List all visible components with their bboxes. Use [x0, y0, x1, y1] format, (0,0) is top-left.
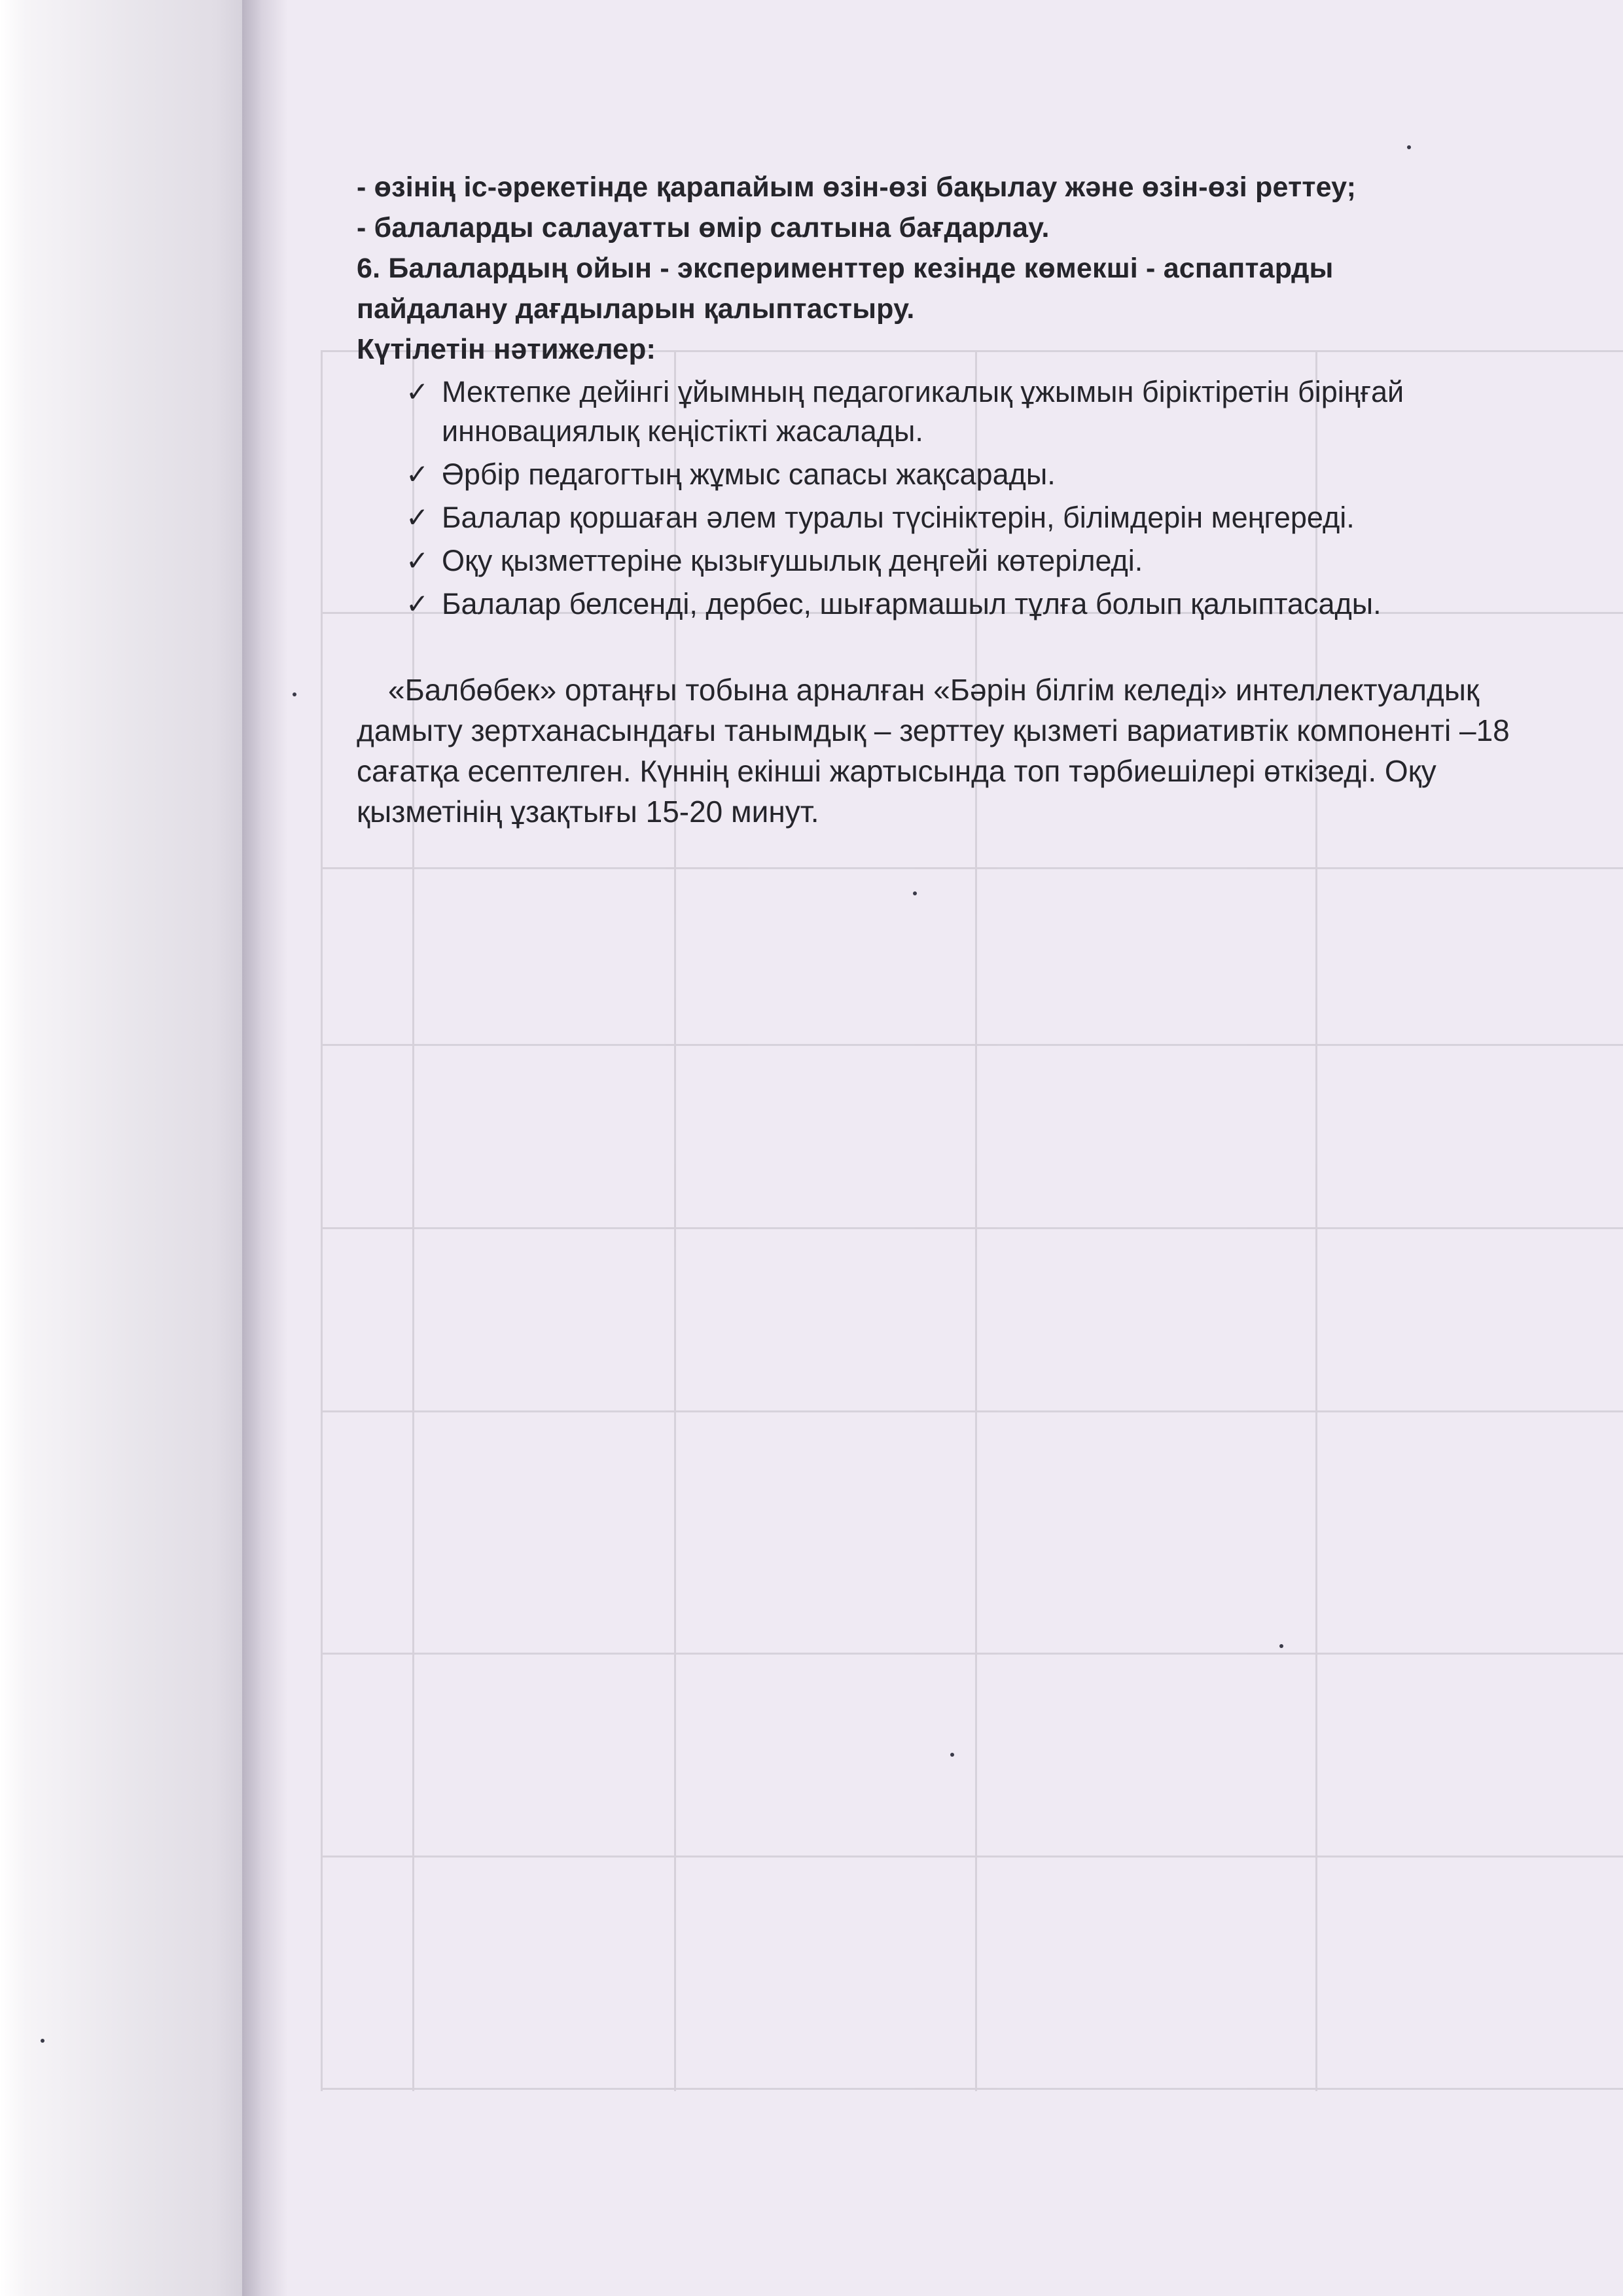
result-text: Әрбір педагогтың жұмыс сапасы жақсарады. — [442, 457, 1056, 491]
intro-line-2: - балаларды салауатты өмір салтына бағдарлау. — [357, 212, 1050, 243]
expected-results-heading: Күтілетін нәтижелер: — [357, 333, 656, 365]
intro-line-4: пайдалану дағдыларын қалыптастыру. — [357, 293, 915, 325]
result-text: Балалар белсенді, дербес, шығармашыл тұлға болып қалыптасады. — [442, 587, 1382, 620]
result-text: Оқу қызметтеріне қызығушылық деңгейі көтеріледі. — [442, 544, 1143, 577]
intro-line-3: 6. Балалардың ойын - эксперименттер кезінде көмекші - аспаптарды — [357, 253, 1334, 284]
scan-speck — [913, 891, 917, 895]
scan-speck — [1279, 1644, 1283, 1648]
checkmark-icon: ✓ — [406, 545, 429, 577]
checkmark-icon: ✓ — [406, 376, 429, 408]
result-text: Мектепке дейінгі ұйымның педагогикалық ұжымын біріктіретін біріңғай инновациялық кеңістікті жасалады. — [442, 375, 1404, 448]
adjacent-page-edge — [0, 0, 242, 2296]
scan-speck — [1407, 145, 1411, 149]
document-body — [357, 167, 1587, 832]
checkmark-icon: ✓ — [406, 588, 429, 620]
result-item — [406, 584, 1587, 624]
intro-line-1: - өзінің іс-әрекетінде қарапайым өзін-өзі бақылау және өзін-өзі реттеу; — [357, 171, 1357, 203]
binding-shadow — [242, 0, 288, 2296]
result-item — [406, 455, 1587, 494]
checkmark-icon: ✓ — [406, 458, 429, 490]
checkmark-icon: ✓ — [406, 501, 429, 533]
result-item — [406, 498, 1587, 537]
result-item — [406, 372, 1587, 451]
closing-paragraph: «Балбөбек» ортаңғы тобына арналған «Бәрін білгім келеді» интеллектуалдық дамыту зертханасындағы танымдық – зерттеу қызметі вариативтік компоненті –18 сағатқа есептелген. Күннің екінші жартысында топ тәрбиешілері өткізеді. Оқу қызметінің ұзақтығы 15-20 минут. — [357, 673, 1510, 829]
scan-speck — [950, 1753, 954, 1757]
result-item — [406, 541, 1587, 581]
scan-speck — [41, 2039, 45, 2043]
expected-results-list — [357, 372, 1587, 624]
scan-speck — [293, 692, 296, 696]
result-text: Балалар қоршаған әлем туралы түсініктерін, білімдерін меңгереді. — [442, 501, 1355, 534]
